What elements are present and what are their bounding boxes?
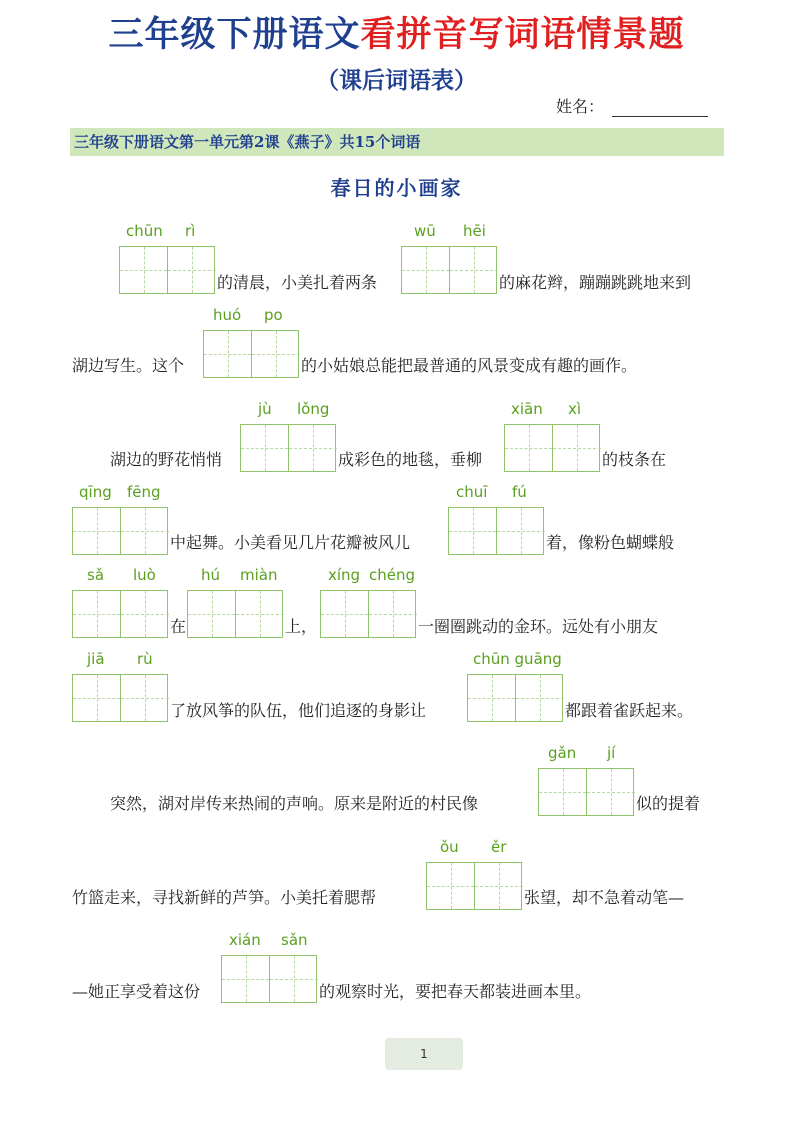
answer-box[interactable] [240, 424, 336, 472]
pinyin-label: xiān [511, 400, 543, 418]
pinyin-label: xíng [328, 566, 361, 584]
pinyin-label: gǎn [548, 744, 577, 762]
page-subtitle: （课后词语表） [316, 68, 477, 94]
answer-box[interactable] [221, 955, 317, 1003]
story-text: 了放风筝的队伍，他们追逐的身影让 [170, 701, 427, 720]
pinyin-label: sǎn [281, 931, 308, 949]
name-field[interactable] [556, 94, 708, 117]
answer-box[interactable] [467, 674, 563, 722]
pinyin-label: hú [201, 566, 221, 584]
pinyin-label: rù [137, 650, 153, 668]
title-part-grade: 三年级下册语文 [108, 15, 361, 55]
answer-box[interactable] [187, 590, 283, 638]
story-text: 似的提着 [636, 794, 701, 813]
story-text: 的枝条在 [602, 450, 667, 469]
pinyin-label: huó [213, 306, 242, 324]
pinyin-label: fú [512, 483, 527, 501]
pinyin-label: jù [258, 400, 272, 418]
pinyin-label: rì [185, 222, 196, 240]
pinyin-label: chūn guāng [473, 650, 562, 668]
answer-box[interactable] [538, 768, 634, 816]
story-text: 都跟着雀跃起来。 [565, 701, 694, 720]
pinyin-label: luò [133, 566, 156, 584]
story-text: 着，像粉色蝴蝶般 [546, 533, 675, 552]
pinyin-label: qīng [79, 483, 112, 501]
answer-box[interactable] [426, 862, 522, 910]
story-text: 湖边写生。这个 [72, 356, 185, 375]
pinyin-label: wū [414, 222, 436, 240]
name-label: 姓名： [556, 97, 605, 116]
story-text: 竹篮走来，寻找新鲜的芦笋。小美托着腮帮 [72, 888, 377, 907]
story-title: 春日的小画家 [330, 176, 463, 200]
pinyin-label: ǒu [440, 838, 459, 856]
pinyin-label: xì [568, 400, 582, 418]
pinyin-label: chuī [456, 483, 488, 501]
name-blank-line[interactable] [612, 98, 708, 117]
page-title [0, 10, 793, 60]
pinyin-label: hēi [463, 222, 486, 240]
pinyin-label: jiā [87, 650, 105, 668]
pinyin-label: miàn [240, 566, 278, 584]
answer-box[interactable] [72, 507, 168, 555]
pinyin-label: ěr [491, 838, 507, 856]
pinyin-label: lǒng [297, 400, 330, 418]
page-number: 1 [385, 1038, 463, 1070]
answer-box[interactable] [72, 674, 168, 722]
story-text: 一圈圈跳动的金环。远处有小朋友 [418, 617, 659, 636]
answer-box[interactable] [72, 590, 168, 638]
story-text: 张望，却不急着动笔— [524, 888, 685, 907]
answer-box[interactable] [203, 330, 299, 378]
answer-box[interactable] [401, 246, 497, 294]
pinyin-label: po [264, 306, 283, 324]
story-text: 的清晨，小美扎着两条 [217, 273, 378, 292]
pinyin-label: jí [607, 744, 616, 762]
pinyin-label: xián [229, 931, 261, 949]
story-text: 的麻花辫，蹦蹦跳跳地来到 [499, 273, 692, 292]
story-text: 突然，湖对岸传来热闹的声响。原来是附近的村民像 [110, 794, 479, 813]
pinyin-label: chūn [126, 222, 163, 240]
story-text: 湖边的野花悄悄 [110, 450, 223, 469]
story-text: 中起舞。小美看见几片花瓣被风儿 [170, 533, 411, 552]
pinyin-label: sǎ [87, 566, 105, 584]
answer-box[interactable] [448, 507, 544, 555]
pinyin-label: chéng [369, 566, 416, 584]
title-part-topic: 看拼音写词语情景题 [360, 15, 685, 55]
story-text: 在 [170, 617, 187, 636]
lesson-banner: 三年级下册语文第一单元第2课《燕子》共15个词语 [70, 128, 724, 156]
story-text: 成彩色的地毯，垂柳 [338, 450, 483, 469]
answer-box[interactable] [320, 590, 416, 638]
pinyin-label: fēng [127, 483, 161, 501]
answer-box[interactable] [119, 246, 215, 294]
story-text: 上， [285, 617, 318, 636]
story-text: 的小姑娘总能把最普通的风景变成有趣的画作。 [301, 356, 638, 375]
story-text: 的观察时光，要把春天都装进画本里。 [319, 982, 592, 1001]
answer-box[interactable] [504, 424, 600, 472]
story-text: —她正享受着这份 [72, 982, 201, 1001]
